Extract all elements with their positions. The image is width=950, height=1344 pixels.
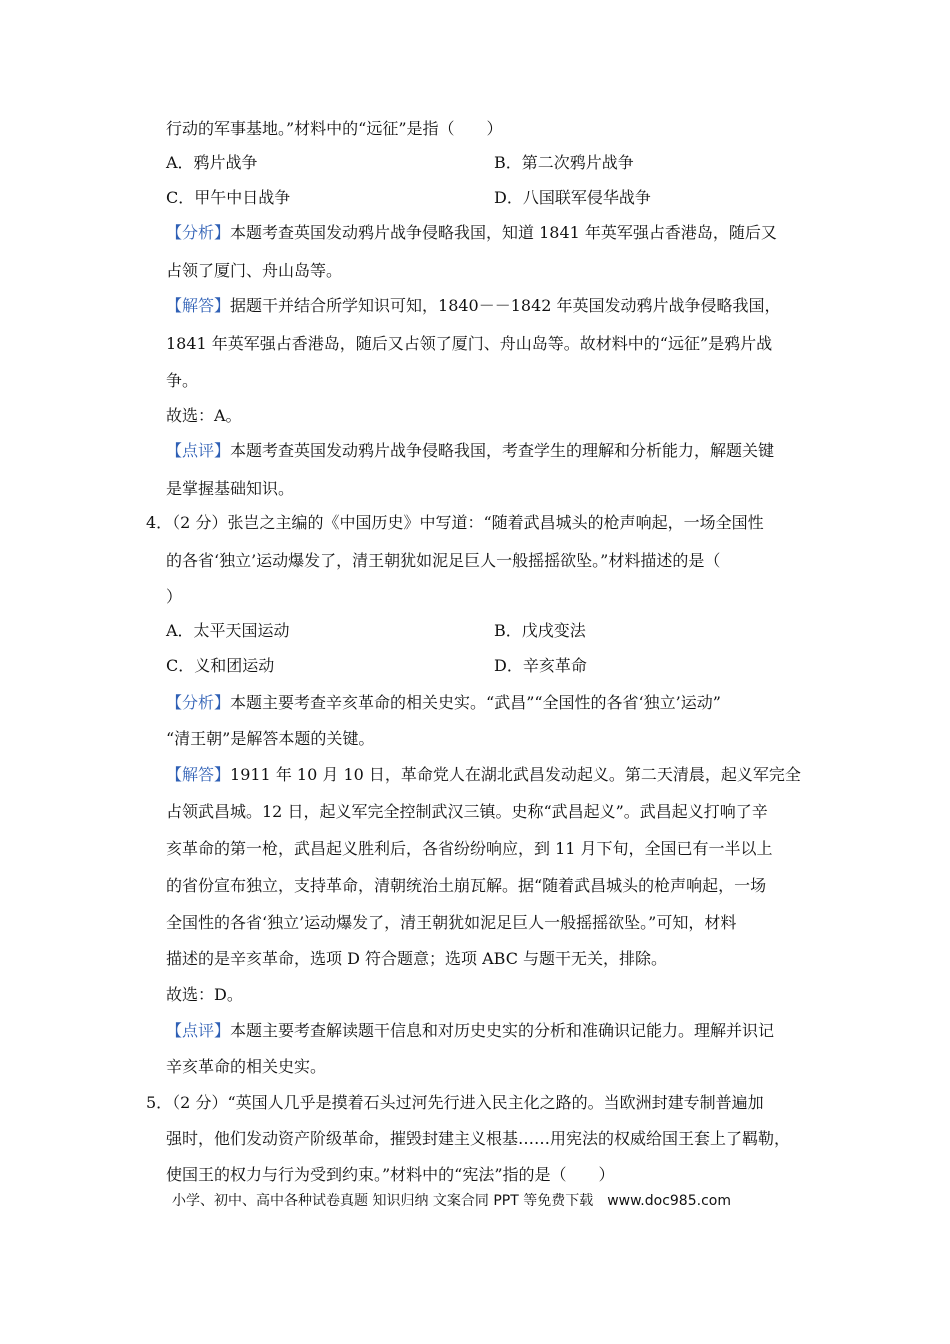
q3-stem-tail: 行动的军事基地。”材料中的“远征”是指（ ） <box>166 119 503 138</box>
q3-analysis-line-2: 占领了厦门、舟山岛等。 <box>166 261 343 280</box>
q5-stem-line-1: 5．（2 分）“英国人几乎是摸着石头过河先行进入民主化之路的。当欧洲封建专制普遍加 <box>146 1093 764 1112</box>
q4-analysis-line-2: “清王朝”是解答本题的关键。 <box>166 729 375 748</box>
q4-option-b: B．戊戌变法 <box>494 621 586 640</box>
q4-solution-line-6: 描述的是辛亥革命，选项 D 符合题意；选项 ABC 与题干无关，排除。 <box>166 949 668 968</box>
q4-option-c: C．义和团运动 <box>166 656 275 675</box>
comment-tag: 【点评】 <box>166 1021 231 1040</box>
q4-solution-line-4: 的省份宣布独立，支持革命，清朝统治土崩瓦解。据“随着武昌城头的枪声响起，一场 <box>166 876 767 895</box>
comment-tag: 【点评】 <box>166 441 231 460</box>
q3-option-c: C．甲午中日战争 <box>166 188 291 207</box>
q3-analysis-line-1: 【分析】本题考查英国发动鸦片战争侵略我国，知道 1841 年英军强占香港岛，随后又 <box>166 223 777 242</box>
q4-stem-line-3: ） <box>166 587 183 606</box>
solution-tag: 【解答】 <box>166 296 231 315</box>
q4-option-a: A．太平天国运动 <box>166 621 290 640</box>
q4-comment-line-2: 辛亥革命的相关史实。 <box>166 1057 327 1076</box>
q4-comment-line-1: 【点评】本题主要考查解读题干信息和对历史史实的分析和准确识记能力。理解并识记 <box>166 1021 775 1040</box>
q4-solution-line-2: 占领武昌城。12 日，起义军完全控制武汉三镇。史称“武昌起义”。武昌起义打响了辛 <box>166 802 768 821</box>
q4-stem-line-1: 4．（2 分）张岂之主编的《中国历史》中写道：“随着武昌城头的枪声响起，一场全国性 <box>146 513 764 532</box>
q3-comment-line-2: 是掌握基础知识。 <box>166 479 295 498</box>
q5-stem-line-3: 使国王的权力与行为受到约束。”材料中的“宪法”指的是（ ） <box>166 1165 615 1184</box>
q4-solution-line-1: 【解答】1911 年 10 月 10 日，革命党人在湖北武昌发动起义。第二天清晨，起义军完全 <box>166 765 801 784</box>
q3-option-a: A．鸦片战争 <box>166 153 258 172</box>
q4-option-d: D．辛亥革命 <box>494 656 587 675</box>
q4-analysis-line-1: 【分析】本题主要考查辛亥革命的相关史实。“武昌”“全国性的各省‘独立’运动” <box>166 693 721 712</box>
q3-solution-line-3: 争。 <box>166 371 199 390</box>
q3-option-d: D．八国联军侵华战争 <box>494 188 651 207</box>
q5-stem-line-2: 强时，他们发动资产阶级革命，摧毁封建主义根基……用宪法的权威给国王套上了羁勒， <box>166 1129 791 1148</box>
analysis-tag: 【分析】 <box>166 693 231 712</box>
analysis-tag: 【分析】 <box>166 223 231 242</box>
q4-solution-line-3: 亥革命的第一枪，武昌起义胜利后，各省纷纷响应，到 11 月下旬，全国已有一半以上 <box>166 839 773 858</box>
q3-option-b: B．第二次鸦片战争 <box>494 153 634 172</box>
q3-solution-line-1: 【解答】据题干并结合所学知识可知，1840－－1842 年英国发动鸦片战争侵略我国， <box>166 296 781 315</box>
q4-choice: 故选：D。 <box>166 985 243 1004</box>
q3-comment-line-1: 【点评】本题考查英国发动鸦片战争侵略我国，考查学生的理解和分析能力，解题关键 <box>166 441 775 460</box>
q3-choice: 故选：A。 <box>166 406 242 425</box>
q4-solution-line-5: 全国性的各省‘独立’运动爆发了，清王朝犹如泥足巨人一般摇摇欲坠。”可知，材料 <box>166 913 737 932</box>
solution-tag: 【解答】 <box>166 765 231 784</box>
q3-solution-line-2: 1841 年英军强占香港岛，随后又占领了厦门、舟山岛等。故材料中的“远征”是鸦片战 <box>166 334 773 353</box>
download-footer: 小学、初中、高中各种试卷真题 知识归纳 文案合同 PPT 等免费下载 www.doc985.com <box>172 1193 731 1209</box>
q4-stem-line-2: 的各省‘独立’运动爆发了，清王朝犹如泥足巨人一般摇摇欲坠。”材料描述的是（ <box>166 551 721 570</box>
